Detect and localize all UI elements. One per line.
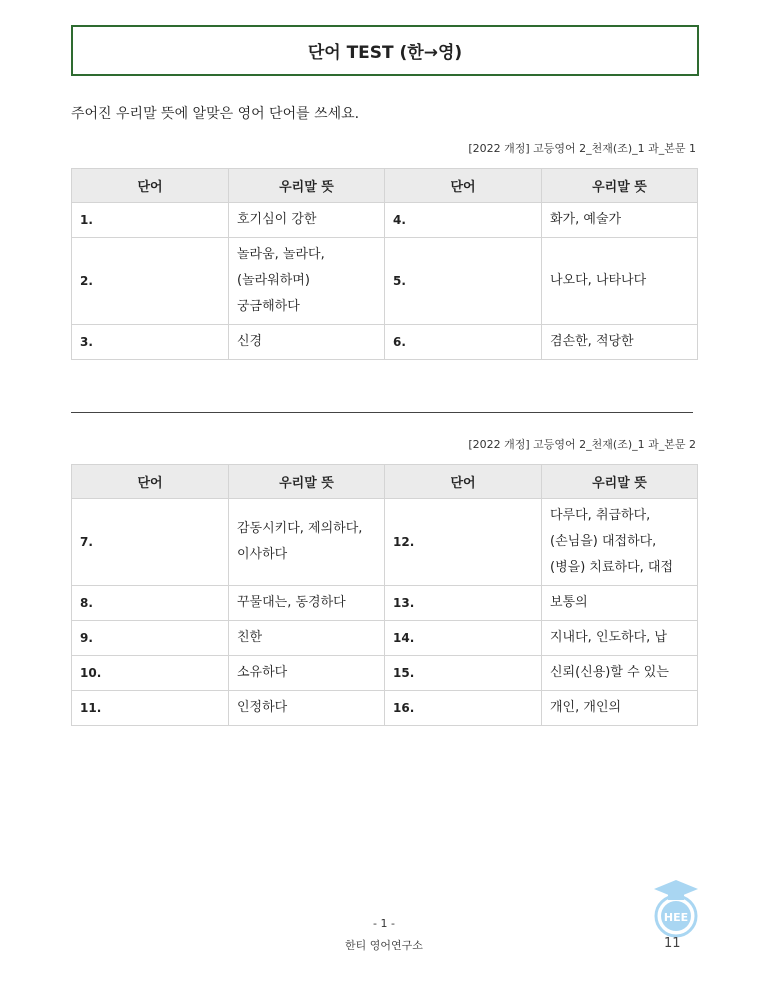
test-title-box [71, 25, 699, 76]
answer-cell-4[interactable]: 4. [385, 203, 542, 238]
source-label-1: [2022 개정] 고등영어 2_천재(조)_1 과_본문 1 [468, 142, 696, 155]
answer-cell-13[interactable]: 13. [385, 586, 542, 621]
answer-cell-3[interactable]: 3. [72, 325, 229, 360]
page-number: - 1 - [373, 917, 395, 930]
answer-cell-5[interactable]: 5. [385, 238, 542, 325]
publisher-name: 한티 영어연구소 [345, 939, 423, 952]
meaning-cell-10: 소유하다 [229, 656, 385, 691]
meaning-cell-13: 보통의 [542, 586, 698, 621]
meaning-cell-8: 꾸물대는, 동경하다 [229, 586, 385, 621]
header-word: 단어 [72, 465, 229, 499]
vocab-table-1 [71, 168, 698, 360]
header-meaning: 우리말 뜻 [229, 465, 385, 499]
header-meaning: 우리말 뜻 [229, 169, 385, 203]
answer-cell-14[interactable]: 14. [385, 621, 542, 656]
meaning-cell-4: 화가, 예술가 [542, 203, 698, 238]
table-row [72, 203, 698, 238]
meaning-cell-5: 나오다, 나타나다 [542, 238, 698, 325]
answer-cell-11[interactable]: 11. [72, 691, 229, 726]
table-header-row [72, 465, 698, 499]
meaning-cell-6: 겸손한, 적당한 [542, 325, 698, 360]
header-meaning: 우리말 뜻 [542, 169, 698, 203]
answer-cell-10[interactable]: 10. [72, 656, 229, 691]
table-row [72, 586, 698, 621]
instruction-text: 주어진 우리말 뜻에 알맞은 영어 단어를 쓰세요. [71, 106, 360, 122]
header-word: 단어 [72, 169, 229, 203]
logo-text: HEE [663, 911, 689, 924]
table-header-row [72, 169, 698, 203]
table-row [72, 238, 698, 325]
answer-cell-6[interactable]: 6. [385, 325, 542, 360]
header-meaning: 우리말 뜻 [542, 465, 698, 499]
answer-cell-16[interactable]: 16. [385, 691, 542, 726]
header-word: 단어 [385, 169, 542, 203]
answer-cell-7[interactable]: 7. [72, 499, 229, 586]
vocab-table-2 [71, 464, 698, 726]
source-label-2: [2022 개정] 고등영어 2_천재(조)_1 과_본문 2 [468, 438, 696, 451]
meaning-cell-16: 개인, 개인의 [542, 691, 698, 726]
table-row [72, 656, 698, 691]
answer-cell-9[interactable]: 9. [72, 621, 229, 656]
meaning-cell-15: 신뢰(신용)할 수 있는 [542, 656, 698, 691]
table-row [72, 325, 698, 360]
meaning-cell-1: 호기심이 강한 [229, 203, 385, 238]
meaning-cell-3: 신경 [229, 325, 385, 360]
answer-cell-12[interactable]: 12. [385, 499, 542, 586]
meaning-cell-11: 인정하다 [229, 691, 385, 726]
corner-number: 11 [664, 936, 681, 951]
meaning-cell-9: 친한 [229, 621, 385, 656]
section-divider [71, 412, 693, 413]
test-title: 단어 TEST (한→영) [307, 43, 463, 63]
table-row [72, 621, 698, 656]
answer-cell-15[interactable]: 15. [385, 656, 542, 691]
answer-cell-2[interactable]: 2. [72, 238, 229, 325]
table-row [72, 691, 698, 726]
meaning-cell-12: 다루다, 취급하다, (손님을) 대접하다, (병을) 치료하다, 대접 [542, 499, 698, 586]
header-word: 단어 [385, 465, 542, 499]
answer-cell-8[interactable]: 8. [72, 586, 229, 621]
table-row [72, 499, 698, 586]
meaning-cell-2: 놀라움, 놀라다, (놀라워하며) 궁금해하다 [229, 238, 385, 325]
meaning-cell-7: 감동시키다, 제의하다, 이사하다 [229, 499, 385, 586]
meaning-cell-14: 지내다, 인도하다, 납 [542, 621, 698, 656]
answer-cell-1[interactable]: 1. [72, 203, 229, 238]
